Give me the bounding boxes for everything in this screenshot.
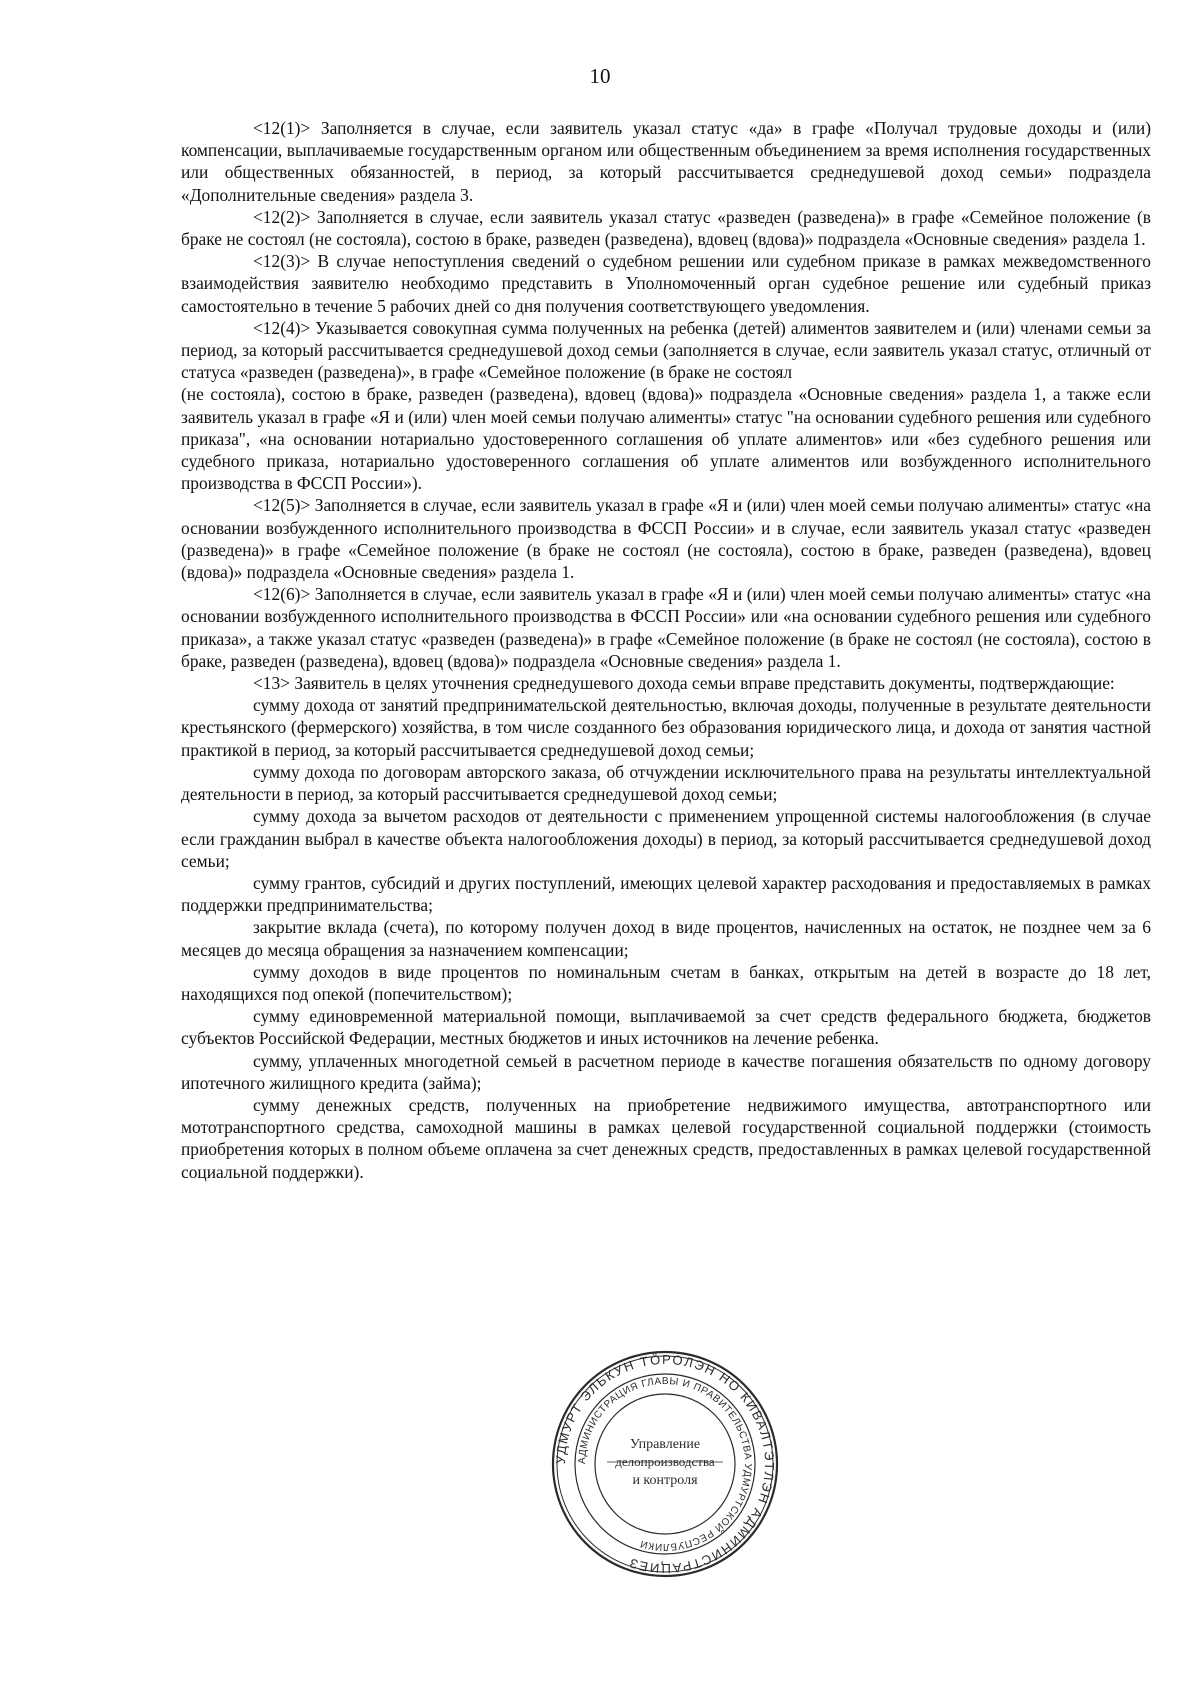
seal-center-line-1: Управление <box>629 1437 701 1452</box>
footnote-12-1: <12(1)> Заполняется в случае, если заявитель указал статус «да» в графе «Получал трудовые доходы и (или) компенсации, выплачиваемые государственным органом или общественным объединением за время исполнения государственных или общественных обязанностей, в период, за который рассчитывается среднедушевой доход семьи» подраздела «Дополнительные сведения» раздела 3. <box>181 118 1151 205</box>
seal-graphic <box>549 1348 781 1580</box>
seal-center-line-2: делопроизводства <box>615 1454 715 1469</box>
list-item: сумму, уплаченных многодетной семьей в расчетном периоде в качестве погашения обязательств по одному договору ипотечного жилищного кредита (займа); <box>181 1050 1151 1093</box>
list-item: сумму грантов, субсидий и других поступлений, имеющих целевой характер расходования и предоставляемых в рамках поддержки предпринимательства; <box>181 872 1151 916</box>
list-item: сумму дохода за вычетом расходов от деятельности с применением упрощенной системы налогообложения (в случае если гражданин выбрал в качестве объекта налогообложения доходы) в период, за который рассчитывается среднедушевой доход семьи; <box>181 806 1151 871</box>
list-item: сумму денежных средств, полученных на приобретение недвижимого имущества, автотранспортного или мототранспортного средства, самоходной машины в рамках целевой государственной социальной поддержки (стоимость приобретения которых в полном объеме оплачена за счет денежных средств, предоставленных в рамках целевой государственной социальной поддержки). <box>181 1094 1151 1182</box>
footnote-12-6: <12(6)> Заполняется в случае, если заявитель указал в графе «Я и (или) член моей семьи получаю алименты» статус «на основании возбужденного исполнительного производства в ФССП России» или «на основании судебного решения или судебного приказа», а также указал статус «разведен (разведена)» в графе «Семейное положение (в браке не состоял (не состояла), состою в браке, разведен (разведена), вдовец (вдова)» подраздела «Основные сведения» раздела 1. <box>181 584 1151 671</box>
official-seal-stamp <box>549 1348 781 1580</box>
seal-inner-text: АДМИНИСТРАЦИЯ ГЛАВЫ И ПРАВИТЕЛЬСТВА УДМУРТСКОЙ РЕСПУБЛИКИ <box>576 1375 754 1553</box>
footnote-12-5: <12(5)> Заполняется в случае, если заявитель указал в графе «Я и (или) член моей семьи получаю алименты» статус «на основании возбужденного исполнительного производства в ФССП России» и в случае, если заявитель указал статус «разведен (разведена)» в графе «Семейное положение (в браке не состоял (не состояла), состою в браке, разведен (разведена), вдовец (вдова)» подраздела «Основные сведения» раздела 1. <box>181 495 1151 583</box>
list-item: сумму доходов в виде процентов по номинальным счетам в банках, открытым на детей в возрасте до 18 лет, находящихся под опекой (попечительством); <box>181 961 1151 1004</box>
list-item: закрытие вклада (счета), по которому получен доход в виде процентов, начисленных на остаток, не позднее чем за 6 месяцев до месяца обращения за назначением компенсации; <box>181 917 1151 960</box>
footnote-12-3: <12(3)> В случае непоступления сведений о судебном решении или судебном приказе в рамках межведомственного взаимодействия заявителю необходимо представить в Уполномоченный орган судебное решение или судебный приказ самостоятельно в течение 5 рабочих дней со дня получения соответствующего уведомления. <box>181 251 1151 316</box>
list-item: сумму единовременной материальной помощи, выплачиваемой за счет средств федерального бюджета, бюджетов субъектов Российской Федерации, местных бюджетов и иных источников на лечение ребенка. <box>181 1006 1151 1049</box>
seal-center-line-3: и контроля <box>632 1473 698 1488</box>
document-body <box>181 117 1151 1183</box>
page-number: 10 <box>589 64 611 88</box>
footnote-12-4: <12(4)> Указывается совокупная сумма полученных на ребенка (детей) алиментов заявителем и (или) членами семьи за период, за который рассчитывается среднедушевой доход семьи (заполняется в случае, если заявитель указал статус, отличный от статуса «разведен (разведена)», в графе «Семейное положение (в браке не состоял <box>181 317 1151 383</box>
list-item: сумму дохода от занятий предпринимательской деятельностью, включая доходы, полученные в результате деятельности крестьянского (фермерского) хозяйства, в том числе созданного без образования юридического лица, и дохода от занятия частной практикой в период, за который рассчитывается среднедушевой доход семьи; <box>181 695 1151 760</box>
list-item: сумму дохода по договорам авторского заказа, об отчуждении исключительного права на результаты интеллектуальной деятельности в период, за который рассчитывается среднедушевой доход семьи; <box>181 761 1151 805</box>
footnote-12-4-continued: (не состояла), состою в браке, разведен (разведена), вдовец (вдова)» подраздела «Основные сведения» раздела 1, а также если заявитель указал в графе «Я и (или) член моей семьи получаю алименты» статус "на основании судебного решения или судебного приказа", «на основании нотариально удостоверенного соглашения об уплате алиментов» или «без судебного решения или судебного приказа, нотариально удостоверенного соглашения об уплате алиментов или возбужденного исполнительного производства в ФССП России»). <box>181 384 1151 494</box>
footnote-13: <13> Заявитель в целях уточнения среднедушевого дохода семьи вправе представить документы, подтверждающие: <box>253 673 1115 694</box>
seal-outer-text: УДМУРТ ЭЛЬКУН ТӦРОЛЭН НО КИВАЛТЭТЛЭН АДМИНИСТРАЦИЕЗ <box>552 1351 778 1577</box>
footnote-12-2: <12(2)> Заполняется в случае, если заявитель указал статус «разведен (разведена)» в графе «Семейное положение (в браке не состоял (не состояла), состою в браке, разведен (разведена), вдовец (вдова)» подраздела «Основные сведения» раздела 1. <box>181 206 1151 250</box>
